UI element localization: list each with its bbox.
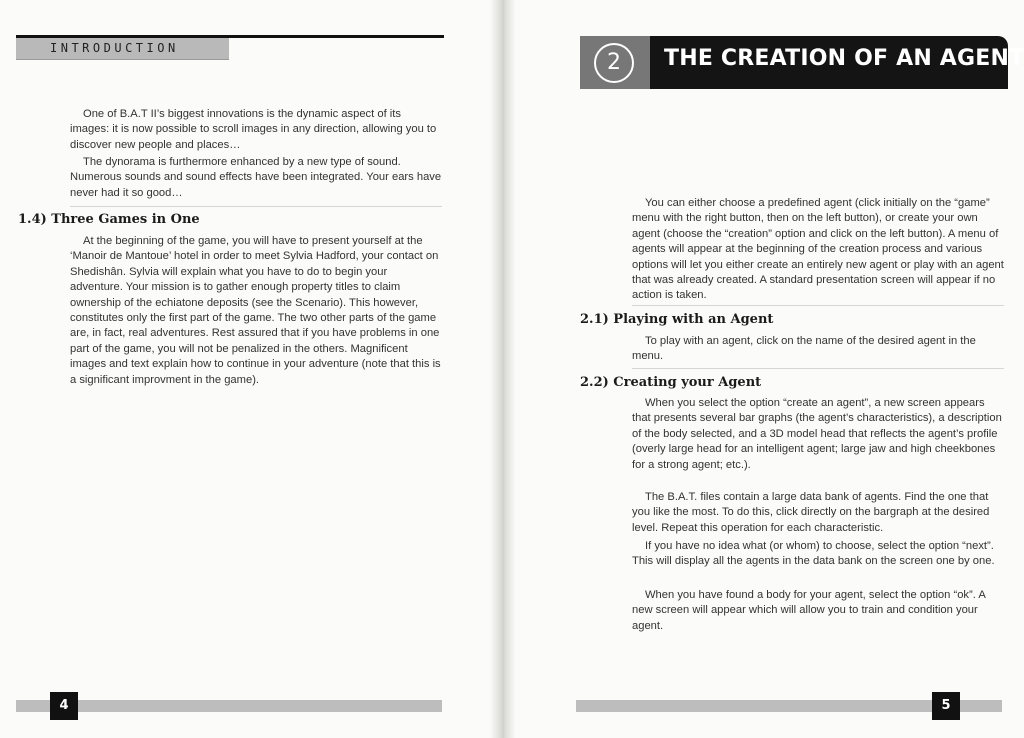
- section-paragraph: When you select the option “create an agent”, a new screen appears that presents several bar graphs (the agent’s characteristics), a description of the body selected, and a 3D model head that reflects the agent’s profile (overly large head for an intelligent agent; large jaw and high cheekbones for a strong agent; etc.).: [632, 397, 1002, 471]
- page-number: 5: [932, 692, 960, 720]
- section-heading: 1.4) Three Games in One: [18, 212, 200, 227]
- divider: [632, 305, 1004, 306]
- section-paragraph: To play with an agent, click on the name of the desired agent in the menu.: [632, 335, 976, 363]
- divider: [70, 206, 442, 207]
- divider: [632, 368, 1004, 369]
- section-heading: 2.2) Creating your Agent: [580, 375, 762, 390]
- intro-paragraph-2: The dynorama is furthermore enhanced by a new type of sound. Numerous sounds and sound effects have been integrated. Your ears have never had it so good…: [70, 156, 442, 199]
- section-header: INTRODUCTION: [50, 41, 179, 55]
- chapter-number: 2: [594, 43, 634, 83]
- section-paragraph: If you have no idea what (or whom) to choose, select the option “next”. This will display all the agents in the data bank on the screen one by one.: [632, 540, 995, 568]
- section-paragraph: At the beginning of the game, you will have to present yourself at the ‘Manoir de Mantoue’ hotel in order to meet Sylvia Hadford, your contact on Shedishân. Sylvia will explain what you have to do to begin your adventure. Your mission is to gather enough property titles to claim ownership of the echiatone deposits (see the Scenario). This however, constitutes only the first part of the game. The two other parts of the game are, in fact, real adventures. Rest assured that if you have problems in one part of the game, you will not be penalized in the others. Magnificent images and text explain how to continue in your adventure (note that this is a significant improvment in the game).: [70, 235, 441, 386]
- page-number: 4: [50, 692, 78, 720]
- book-spine: [490, 0, 516, 738]
- footer-band: [16, 700, 442, 712]
- section-paragraph: The B.A.T. files contain a large data bank of agents. Find the one that you like the most. To do this, click directly on the bargraph at the desired level. Repeat this operation for each characteristic.: [632, 491, 990, 534]
- section-paragraph: When you have found a body for your agent, select the option “ok”. A new screen will appear which will allow you to train and condition your agent.: [632, 589, 986, 632]
- intro-paragraph-1: One of B.A.T II’s biggest innovations is the dynamic aspect of its images: it is now possible to scroll images in any direction, allowing you to discover new people and places…: [70, 108, 437, 151]
- chapter-title: THE CREATION OF AN AGENT: [664, 46, 1024, 71]
- chapter-intro: You can either choose a predefined agent (click initially on the “game” menu with the right button, then on the left button), or create your own agent (choose the “creation” option and click on the left button). A menu of agents will appear at the beginning of the creation process and various options will let you either create an entirely new agent or play with an agent that was already created. A standard presentation screen will appear if no action is taken.: [632, 197, 1004, 302]
- section-heading: 2.1) Playing with an Agent: [580, 312, 774, 327]
